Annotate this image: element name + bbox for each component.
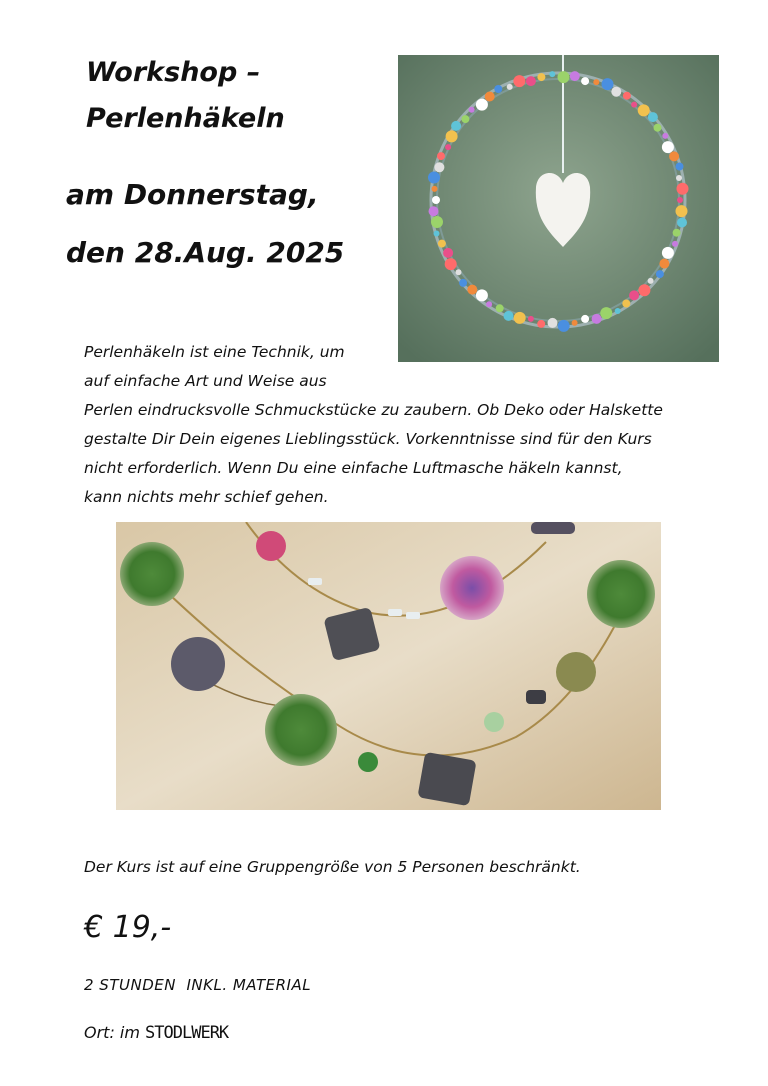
bead [676,205,688,217]
bead [638,104,650,116]
bead [486,301,492,307]
bead [581,77,589,85]
bead [615,308,621,314]
location [84,1023,228,1043]
date-line-1: am Donnerstag, [66,178,319,211]
bead [513,75,525,87]
bead [514,312,526,324]
bead [445,144,451,150]
bead [432,196,440,204]
bead [669,151,679,161]
bead [494,85,502,93]
bead [659,259,669,269]
bead [528,316,534,322]
bead [623,92,631,100]
title-line-1: Workshop – [86,57,261,88]
bead [459,279,467,287]
bead [537,320,545,328]
workshop-date [66,166,344,282]
bead [429,206,439,216]
bead [437,152,445,160]
bead [676,163,684,171]
price: € 19,- [84,910,172,945]
location-label: Ort: im [84,1023,140,1042]
bead [593,79,599,85]
description-line: gestalte Dir Dein eigenes Lieblingsstück. Vorkenntnisse sind für den Kurs [84,430,652,448]
bead [428,172,440,184]
bead [672,241,678,247]
bead [662,247,674,259]
title-line-2: Perlenhäkeln [86,103,285,134]
bead [648,112,658,122]
bead [572,320,578,326]
description-line: auf einfache Art und Weise aus [84,372,327,390]
bead [611,87,621,97]
bead [673,229,681,237]
bead [631,102,637,108]
bead [656,270,664,278]
bead [461,115,469,123]
bead [549,71,555,77]
bead [446,130,458,142]
bead [570,71,580,81]
bead [507,84,513,90]
date-line-2: den 28.Aug. 2025 [66,236,345,269]
bead [485,92,495,102]
bead [592,314,602,324]
bead [622,300,630,308]
bead [638,284,650,296]
bead-wreath-photo [398,55,719,362]
bead [676,175,682,181]
bead [469,107,475,113]
bead [504,311,514,321]
bead [677,183,689,195]
bead [434,162,444,172]
bead [677,218,687,228]
bead [476,99,488,111]
venue-name: STODLWERK [145,1023,229,1043]
description-line: Perlen eindrucksvolle Schmuckstücke zu zaubern. Ob Deko oder Halskette [84,401,663,419]
bead [629,290,639,300]
necklace-photo [116,522,661,810]
bead [662,133,668,139]
bead [451,121,461,131]
group-size-note: Der Kurs ist auf eine Gruppengröße von 5 Personen beschränkt. [84,858,581,876]
bead [558,320,570,332]
description-line: kann nichts mehr schief gehen. [84,488,329,506]
bead [654,124,662,132]
description-line: nicht erforderlich. Wenn Du eine einfache Luftmasche häkeln kannst, [84,459,623,477]
description-line: Perlenhäkeln ist eine Technik, um [84,343,345,361]
workshop-title [86,50,285,142]
bead [438,240,446,248]
bead [456,269,462,275]
bead [581,315,589,323]
duration-info: 2 STUNDEN INKL. MATERIAL [84,976,312,994]
bead [677,197,683,203]
bead [662,141,674,153]
bead [558,71,570,83]
bead [431,216,443,228]
bead [600,307,612,319]
bead [537,73,545,81]
bead [602,78,614,90]
bead [445,258,457,270]
bead [467,285,477,295]
bead [648,278,654,284]
bead [548,318,558,328]
bead [432,186,438,192]
bead [434,231,440,237]
bead [496,304,504,312]
bead [526,76,536,86]
bead [443,248,453,258]
bead [476,289,488,301]
